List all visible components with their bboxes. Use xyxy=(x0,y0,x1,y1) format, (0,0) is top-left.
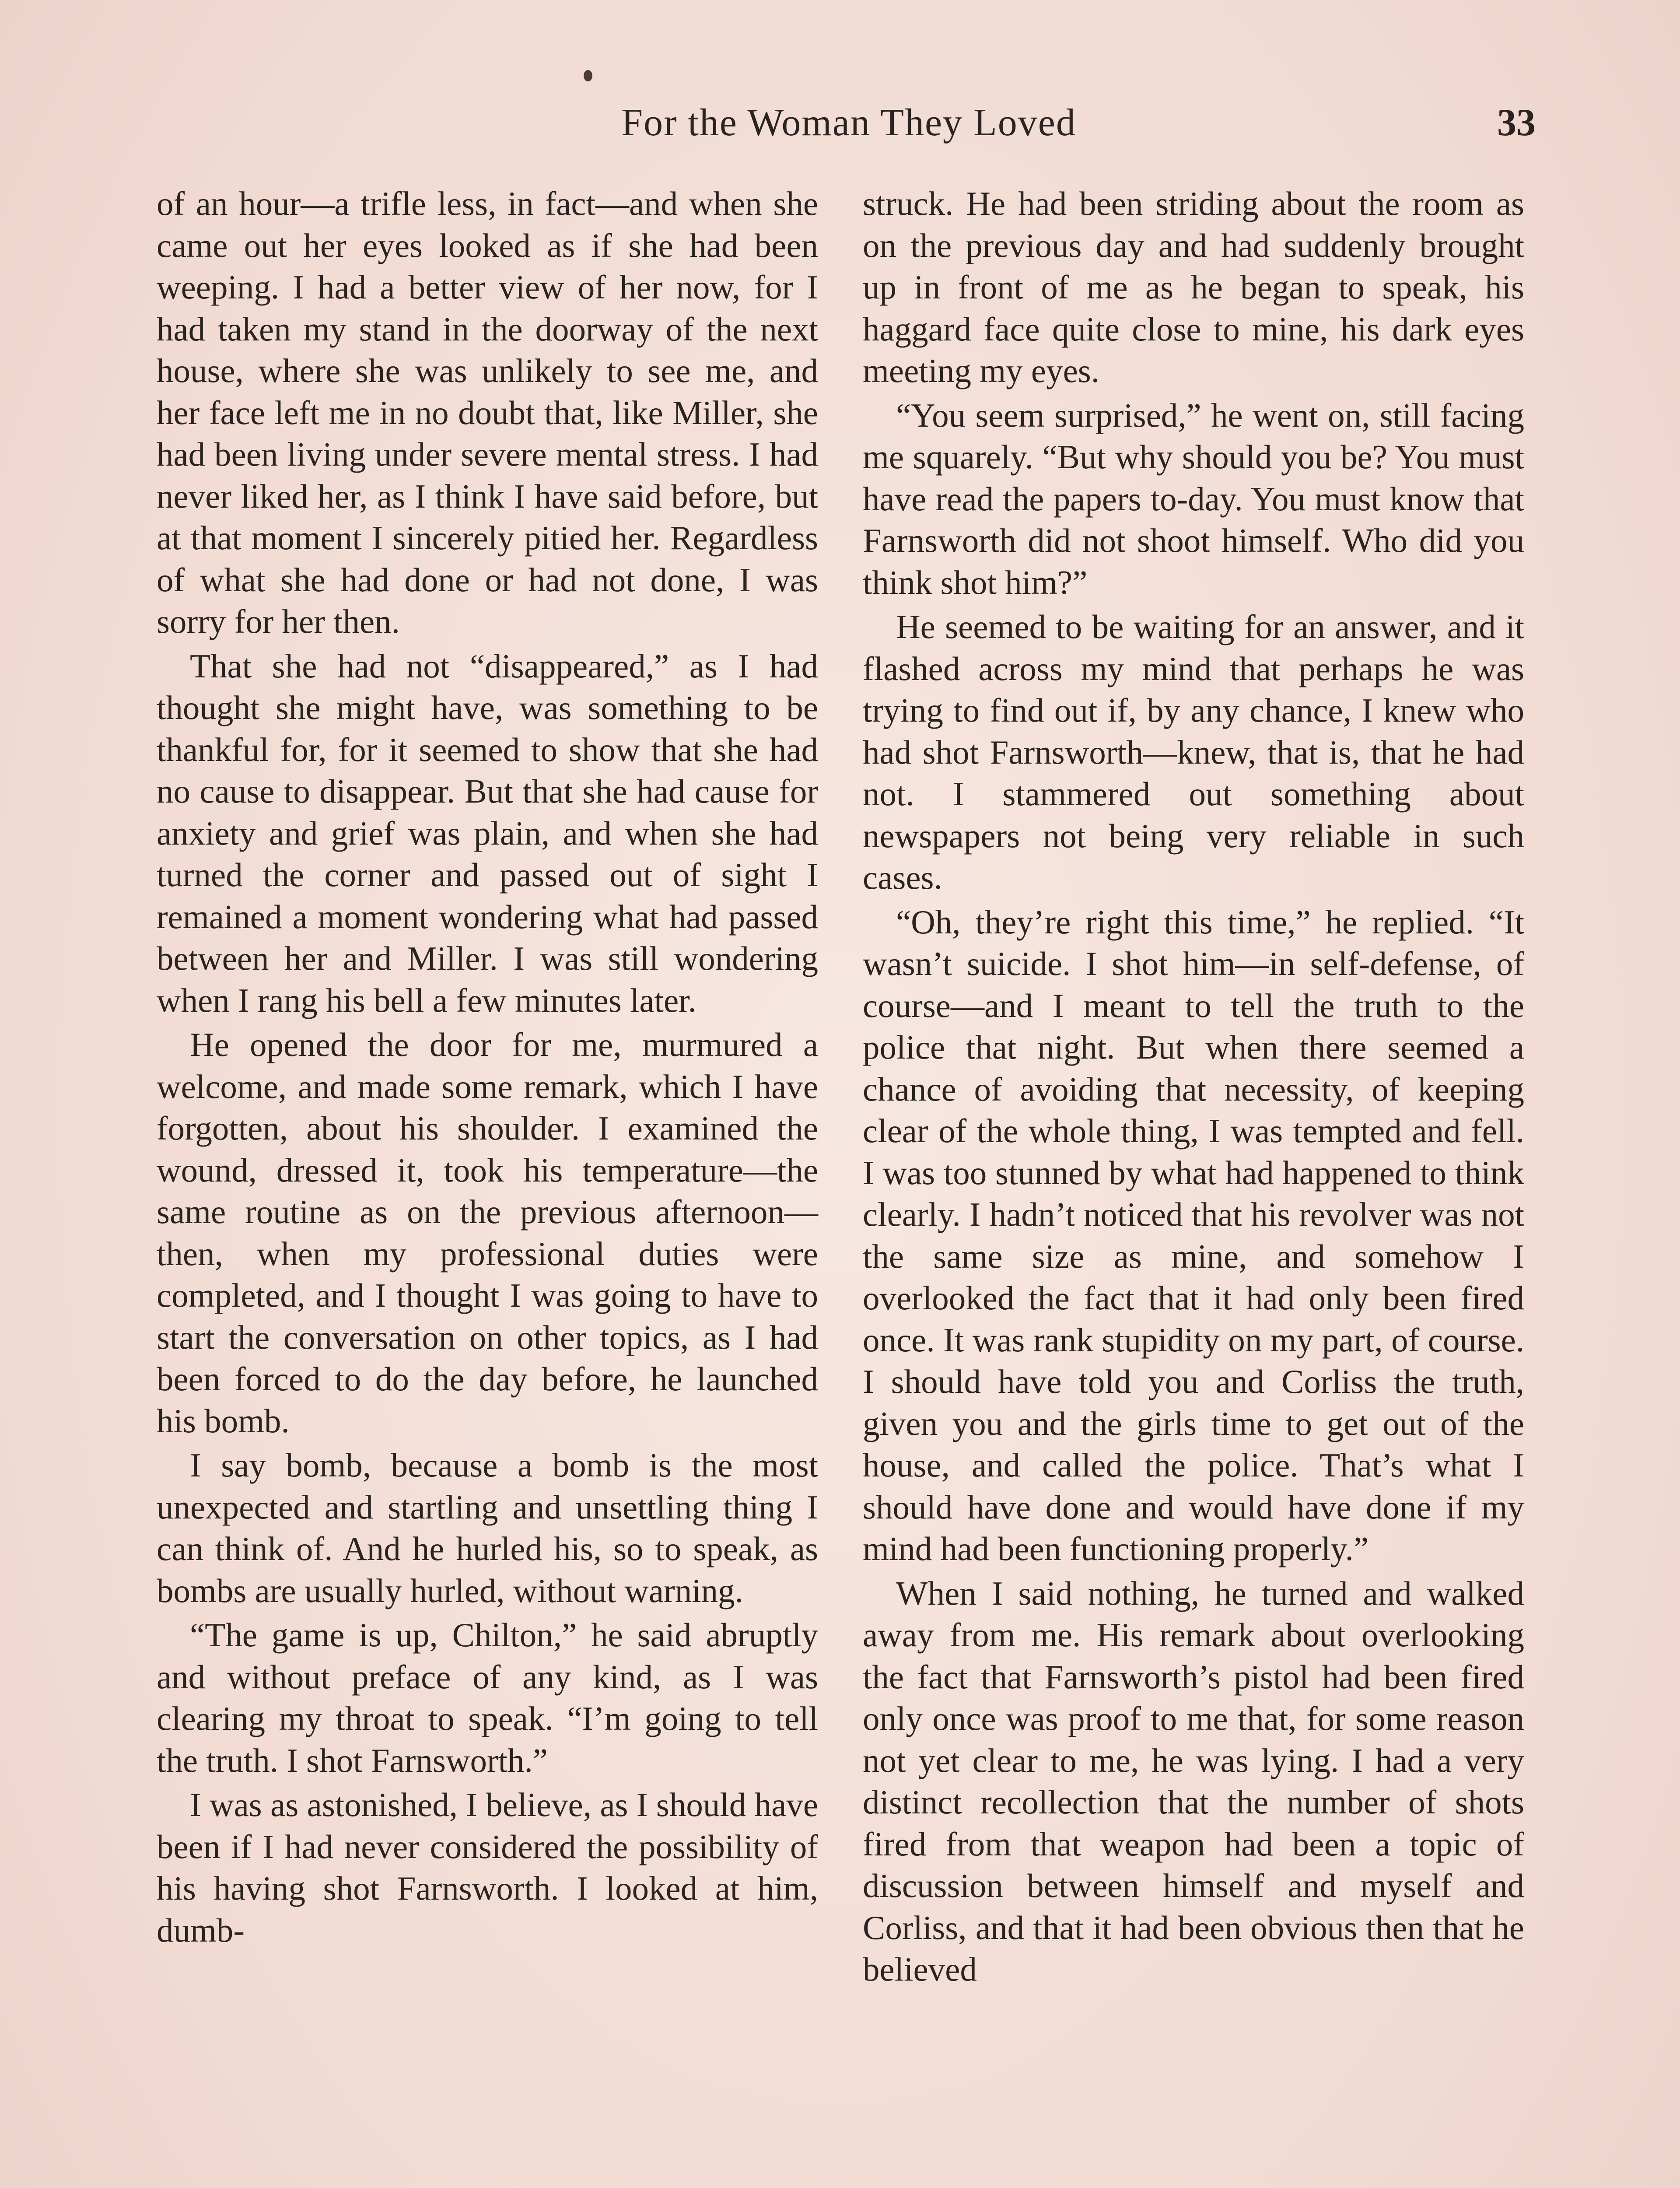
paragraph: That she had not “disappeared,” as I had thought she might have, was something to be thankful for, for it seemed to show that she had no cause to disappear. But that she had cause for anxiety and grief was plain, and when she had turned the corner and passed out of sight I remained a moment wondering what had passed between her and Miller. I was still wondering when I rang his bell a few minutes later. xyxy=(157,647,818,1019)
printer-mark xyxy=(584,70,592,81)
paragraph: He seemed to be waiting for an answer, and it flashed across my mind that perhaps he was trying to find out if, by any chance, I knew who had shot Farnsworth—knew, that is, that he had not. I stammered out something about newspapers not being very reliable in such cases. xyxy=(863,608,1524,896)
paragraph: “You seem surprised,” he went on, still facing me squarely. “But why should you be? You must have read the papers to-day. You must know that Farnsworth did not shoot himself. Who did you think shot him?” xyxy=(863,396,1524,601)
running-title: For the Woman They Loved xyxy=(621,102,1076,144)
paragraph: struck. He had been striding about the room as on the previous day and had suddenly brought up in front of me as he began to speak, his haggard face quite close to mine, his dark eyes meeting my eyes. xyxy=(863,185,1524,389)
page-header xyxy=(158,101,1536,153)
paragraph: of an hour—a trifle less, in fact—and when she came out her eyes looked as if she had been weeping. I had a better view of her now, for I had taken my stand in the doorway of the next house, where she was unlikely to see me, and her face left me in no doubt that, like Miller, she had been living under severe mental stress. I had never liked her, as I think I have said before, but at that moment I sincerely pitied her. Regardless of what she had done or had not done, I was sorry for her then. xyxy=(157,185,818,640)
paragraph: When I said nothing, he turned and walked away from me. His remark about overlooking the fact that Farnsworth’s pistol had been fired only once was proof to me that, for some reason not yet clear to me, he was lying. I had a very distinct recollection that the number of shots fired from that weapon had been a topic of discussion between himself and myself and Corliss, and that it had been obvious then that he believed xyxy=(863,1574,1524,1988)
page-number: 33 xyxy=(1497,102,1536,144)
right-column xyxy=(863,183,1524,1993)
paragraph: I say bomb, because a bomb is the most unexpected and startling and unsettling thing I can think of. And he hurled his, so to speak, as bombs are usually hurled, without warning. xyxy=(157,1446,818,1609)
paragraph: He opened the door for me, murmured a welcome, and made some remark, which I have forgotten, about his shoulder. I examined the wound, dressed it, took his temperature—the same routine as on the previous afternoon—then, when my professional duties were completed, and I thought I was going to have to start the conversation on other topics, as I had been forced to do the day before, he launched his bomb. xyxy=(157,1026,818,1440)
paragraph: “The game is up, Chilton,” he said abruptly and without preface of any kind, as I was clearing my throat to speak. “I’m going to tell the truth. I shot Farnsworth.” xyxy=(157,1616,818,1779)
paragraph: “Oh, they’re right this time,” he replied. “It wasn’t suicide. I shot him—in self-defense, of course—and I meant to tell the truth to the police that night. But when there seemed a chance of avoiding that necessity, of keeping clear of the whole thing, I was tempted and fell. I was too stunned by what had happened to think clearly. I hadn’t noticed that his revolver was not the same size as mine, and somehow I overlooked the fact that it had only been fired once. It was rank stupidity on my part, of course. I should have told you and Corliss the truth, given you and the girls time to get out of the house, and called the police. That’s what I should have done and would have done if my mind had been functioning properly.” xyxy=(863,903,1524,1567)
left-column xyxy=(157,183,818,1954)
paragraph: I was as astonished, I believe, as I should have been if I had never considered the possibility of his having shot Farnsworth. I looked at him, dumb- xyxy=(157,1786,818,1949)
